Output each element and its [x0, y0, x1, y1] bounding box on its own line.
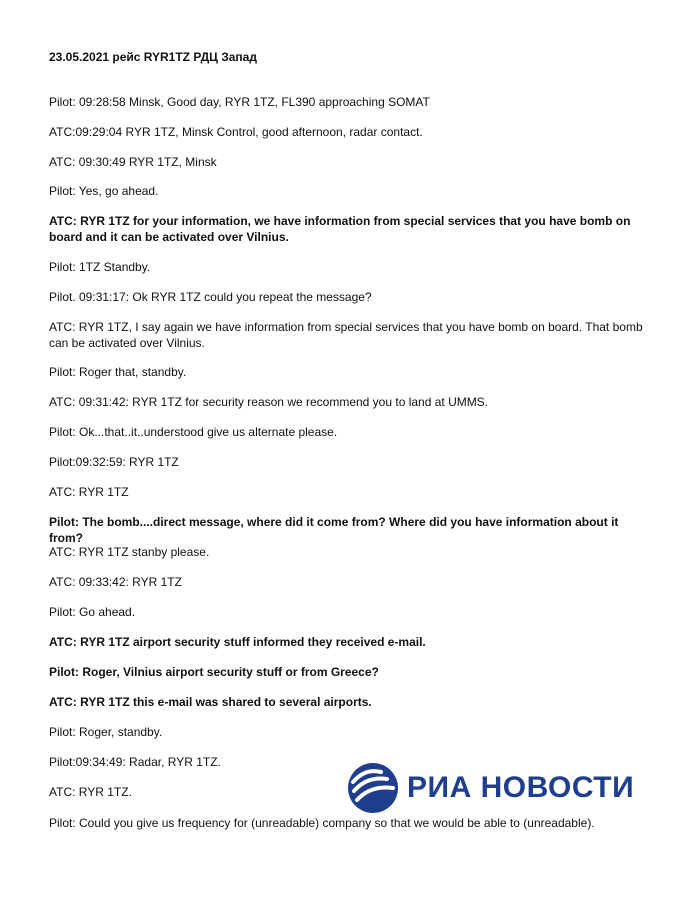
transcript-line-5: ATC: RYR 1TZ for your information, we have information from special services that you have bomb on board and it can be activated over Vilnius.: [49, 214, 631, 244]
transcript-line-20: ATC: RYR 1TZ this e-mail was shared to several airports.: [49, 695, 372, 709]
transcript-line-23: ATC: RYR 1TZ.: [49, 785, 132, 799]
ria-logo-icon: [347, 762, 399, 814]
transcript-line-19: Pilot: Roger, Vilnius airport security stuff or from Greece?: [49, 665, 379, 679]
transcript-line-12: Pilot:09:32:59: RYR 1TZ: [49, 455, 179, 469]
ria-novosti-watermark: [347, 762, 647, 818]
transcript-line-14: Pilot: The bomb....direct message, where did it come from? Where did you have information about it from?: [49, 515, 619, 545]
transcript-line-3: ATC: 09:30:49 RYR 1TZ, Minsk: [49, 155, 217, 169]
transcript-line-4: Pilot: Yes, go ahead.: [49, 184, 159, 198]
transcript-line-18: ATC: RYR 1TZ airport security stuff informed they received e-mail.: [49, 635, 426, 649]
transcript-line-6: Pilot: 1TZ Standby.: [49, 260, 151, 274]
transcript-line-22: Pilot:09:34:49: Radar, RYR 1TZ.: [49, 755, 221, 769]
transcript-line-24: Pilot: Could you give us frequency for (unreadable) company so that we would be able to (unreadable).: [49, 816, 595, 830]
transcript-line-21: Pilot: Roger, standby.: [49, 725, 163, 739]
transcript-line-15: ATC: RYR 1TZ stanby please.: [49, 545, 210, 559]
transcript-line-1: Pilot: 09:28:58 Minsk, Good day, RYR 1TZ, FL390 approaching SOMAT: [49, 95, 430, 109]
transcript-line-17: Pilot: Go ahead.: [49, 605, 136, 619]
transcript-line-11: Pilot: Ok...that..it..understood give us alternate please.: [49, 425, 338, 439]
document-title: 23.05.2021 рейс RYR1TZ РДЦ Запад: [49, 50, 257, 64]
transcript-line-10: ATC: 09:31:42: RYR 1TZ for security reason we recommend you to land at UMMS.: [49, 395, 489, 409]
transcript-line-13: ATC: RYR 1TZ: [49, 485, 129, 499]
transcript-line-9: Pilot: Roger that, standby.: [49, 365, 187, 379]
ria-novosti-wordmark: РИА НОВОСТИ: [407, 771, 635, 804]
transcript-line-2: ATC:09:29:04 RYR 1TZ, Minsk Control, good afternoon, radar contact.: [49, 125, 423, 139]
transcript-line-7: Pilot. 09:31:17: Ok RYR 1TZ could you repeat the message?: [49, 290, 372, 304]
transcript-line-8: ATC: RYR 1TZ, I say again we have information from special services that you have bomb on board. That bomb can be activated over Vilnius.: [49, 320, 643, 350]
transcript-line-16: ATC: 09:33:42: RYR 1TZ: [49, 575, 182, 589]
